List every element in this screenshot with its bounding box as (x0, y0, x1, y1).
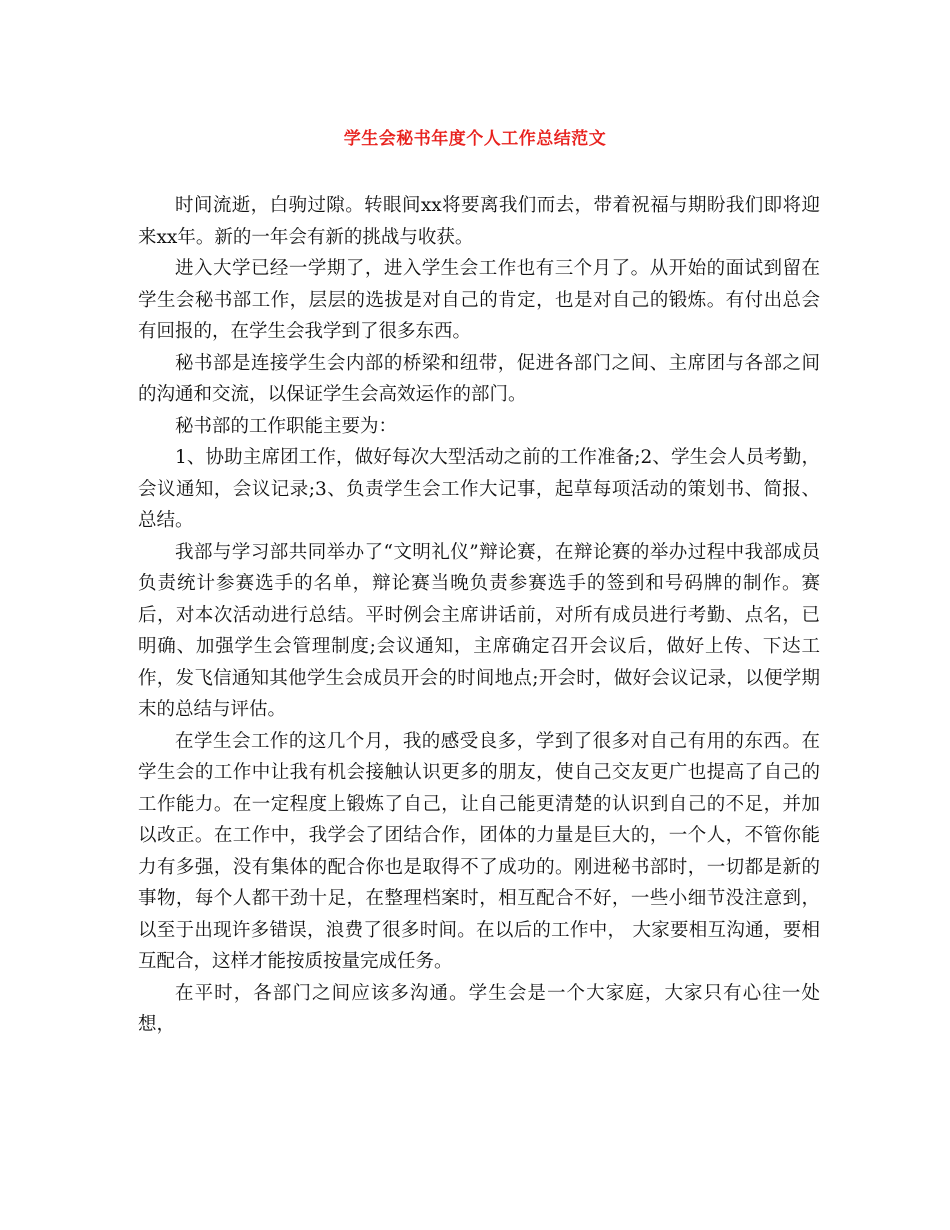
paragraph: 在平时，各部门之间应该多沟通。学生会是一个大家庭，大家只有心往一处想， (138, 982, 820, 1035)
paragraph: 时间流逝，白驹过隙。转眼间xx将要离我们而去，带着祝福与期盼我们即将迎来xx年。新的一年会有新的挑战与收获。 (138, 195, 820, 248)
paragraph: 1、协助主席团工作，做好每次大型活动之前的工作准备;2、学生会人员考勤，会议通知，会议记录;3、负责学生会工作大记事，起草每项活动的策划书、简报、总结。 (138, 447, 820, 531)
paragraph: 进入大学已经一学期了，进入学生会工作也有三个月了。从开始的面试到留在学生会秘书部工作，层层的选拔是对自己的肯定，也是对自己的锻炼。有付出总会有回报的，在学生会我学到了很多东西。 (138, 258, 820, 342)
paragraph: 秘书部是连接学生会内部的桥梁和纽带，促进各部门之间、主席团与各部之间的沟通和交流，以保证学生会高效运作的部门。 (138, 352, 820, 405)
paragraph: 秘书部的工作职能主要为： (175, 415, 398, 437)
paragraph: 我部与学习部共同举办了“文明礼仪”辩论赛，在辩论赛的举办过程中我部成员负责统计参赛选手的名单，辩论赛当晚负责参赛选手的签到和号码牌的制作。赛后，对本次活动进行总结。平时例会主席讲话前，对所有成员进行考勤、点名，已明确、加强学生会管理制度;会议通知，主席确定召开会议后，做好上传、下达工作，发飞信通知其他学生会成员开会的时间地点;开会时，做好会议记录，以便学期末的总结与评估。 (138, 541, 820, 720)
paragraph: 在学生会工作的这几个月，我的感受良多，学到了很多对自己有用的东西。在学生会的工作中让我有机会接触认识更多的朋友，使自己交友更广也提高了自己的工作能力。在一定程度上锻炼了自己，让自己能更清楚的认识到自己的不足，并加以改正。在工作中，我学会了团结合作，团体的力量是巨大的，一个人，不管你能力有多强，没有集体的配合你也是取得不了成功的。刚进秘书部时，一切都是新的事物，每个人都干劲十足，在整理档案时，相互配合不好，一些小细节没注意到，以至于出现许多错误，浪费了很多时间。在以后的工作中， 大家要相互沟通，要相互配合，这样才能按质按量完成任务。 (138, 730, 820, 972)
document-body (138, 190, 820, 1041)
document-title: 学生会秘书年度个人工作总结范文 (343, 129, 607, 149)
